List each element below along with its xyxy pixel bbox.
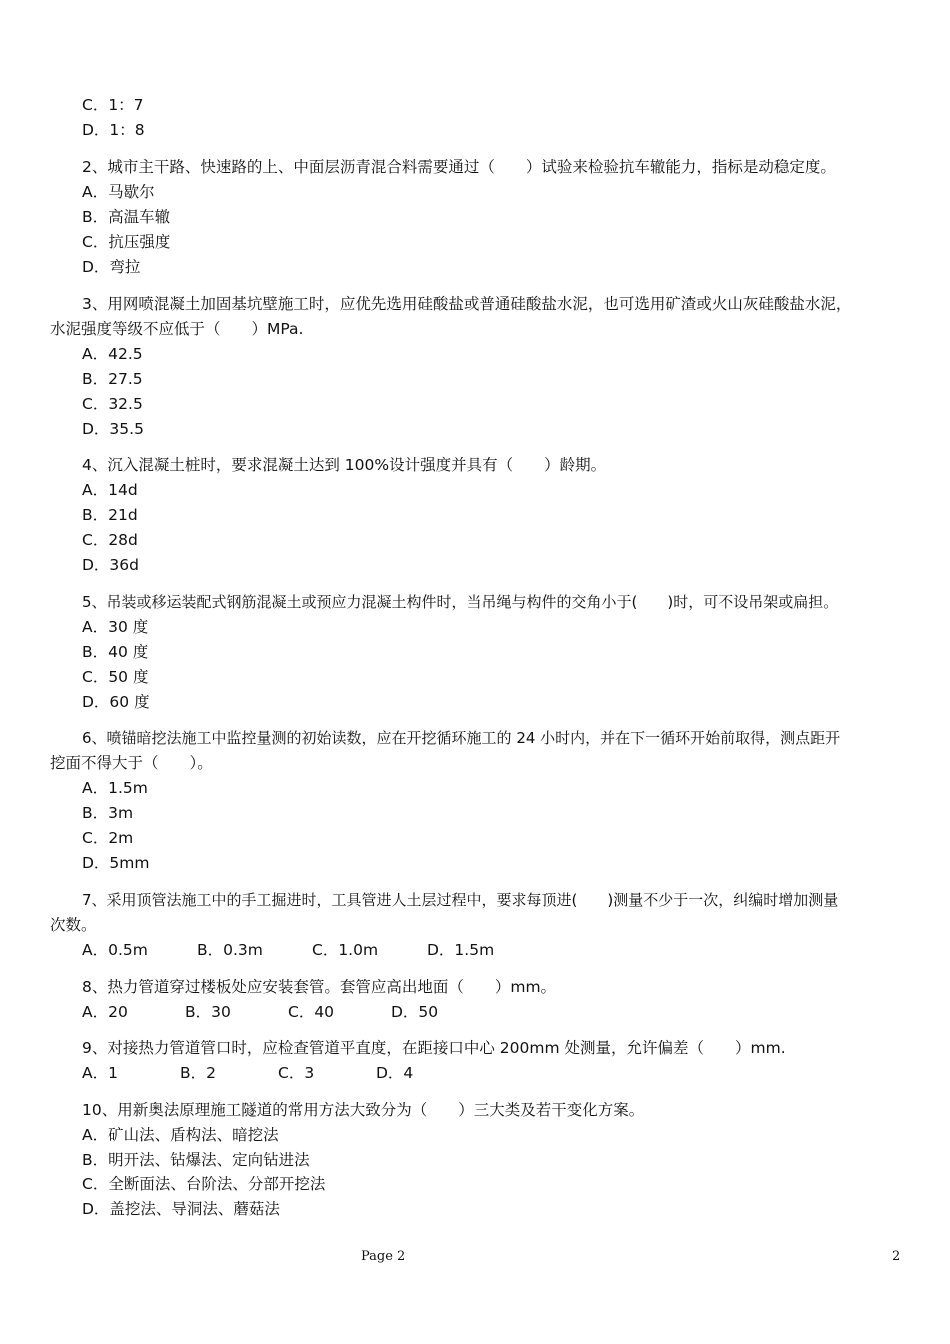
option-d: D．36d (82, 556, 139, 574)
footer-page-label: Page 2 (361, 1249, 406, 1264)
option-d: D．盖挖法、导洞法、蘑菇法 (82, 1200, 280, 1218)
question-6-line-2: 挖面不得大于（ ）。 (50, 754, 213, 772)
option-a: A．矿山法、盾构法、暗挖法 (82, 1126, 279, 1144)
option-a: A．42.5 (82, 345, 143, 363)
option-d: D．弯拉 (82, 258, 141, 276)
question-8: 8、热力管道穿过楼板处应安装套管。套管应高出地面（ ）mm。 (82, 978, 557, 996)
option-b: B．0.3m (197, 941, 263, 959)
question-5: 5、吊装或移运装配式钢筋混凝土或预应力混凝土构件时，当吊绳与构件的交角小于( )时，可不设吊架或扁担。 (82, 593, 839, 611)
question-9-options (82, 1061, 413, 1086)
option-b: B．高温车辙 (82, 208, 171, 226)
option-d: D．1：8 (82, 121, 145, 139)
option-c: C．全断面法、台阶法、分部开挖法 (82, 1175, 326, 1193)
option-c: C．3 (278, 1064, 315, 1082)
option-d: D．1.5m (427, 941, 495, 959)
option-a: A．1 (82, 1064, 118, 1082)
option-c: C．40 (288, 1003, 335, 1021)
question-9: 9、对接热力管道管口时，应检查管道平直度，在距接口中心 200mm 处测量，允许偏差（ ）mm. (82, 1039, 786, 1057)
option-b: B．27.5 (82, 370, 143, 388)
option-b: B．30 (185, 1003, 231, 1021)
question-3-line-1: 3、用网喷混凝土加固基坑壁施工时，应优先选用硅酸盐或普通硅酸盐水泥，也可选用矿渣或火山灰硅酸盐水泥， (82, 295, 852, 313)
question-7-line-2: 次数。 (50, 916, 97, 934)
option-c: C．抗压强度 (82, 233, 171, 251)
option-b: B．明开法、钻爆法、定向钻进法 (82, 1151, 310, 1169)
option-d: D．5mm (82, 854, 150, 872)
option-b: B．40 度 (82, 643, 149, 661)
option-a: A．30 度 (82, 618, 149, 636)
option-c: C．2m (82, 829, 134, 847)
option-a: A．14d (82, 481, 138, 499)
option-a: A．20 (82, 1003, 128, 1021)
option-c: C．32.5 (82, 395, 143, 413)
question-7-line-1: 7、采用顶管法施工中的手工掘进时，工具管进人土层过程中，要求每顶进( )测量不少于一次，纠编时增加测量 (82, 891, 839, 909)
question-4: 4、沉入混凝土桩时，要求混凝土达到 100%设计强度并具有（ ）龄期。 (82, 456, 607, 474)
option-c: C．50 度 (82, 668, 149, 686)
option-a: A．1.5m (82, 779, 148, 797)
option-c: C．1：7 (82, 96, 144, 114)
option-c: C．28d (82, 531, 138, 549)
question-3-line-2: 水泥强度等级不应低于（ ）MPa. (50, 320, 304, 338)
option-b: B．21d (82, 506, 138, 524)
question-2: 2、城市主干路、快速路的上、中面层沥青混合料需要通过（ ）试验来检验抗车辙能力，指标是动稳定度。 (82, 158, 836, 176)
option-b: B．2 (180, 1064, 216, 1082)
option-b: B．3m (82, 804, 134, 822)
question-8-options (82, 1000, 438, 1025)
option-a: A．马歇尔 (82, 183, 155, 201)
footer-page-number: 2 (892, 1249, 901, 1264)
option-d: D．35.5 (82, 420, 144, 438)
option-d: D．60 度 (82, 693, 150, 711)
question-7-options (82, 938, 494, 963)
option-c: C．1.0m (312, 941, 379, 959)
question-6-line-1: 6、喷锚暗挖法施工中监控量测的初始读数，应在开挖循环施工的 24 小时内，并在下一循环开始前取得，测点距开 (82, 729, 841, 747)
question-10: 10、用新奥法原理施工隧道的常用方法大致分为（ ）三大类及若干变化方案。 (82, 1101, 645, 1119)
option-d: D．50 (391, 1003, 439, 1021)
option-a: A．0.5m (82, 941, 148, 959)
option-d: D．4 (376, 1064, 414, 1082)
